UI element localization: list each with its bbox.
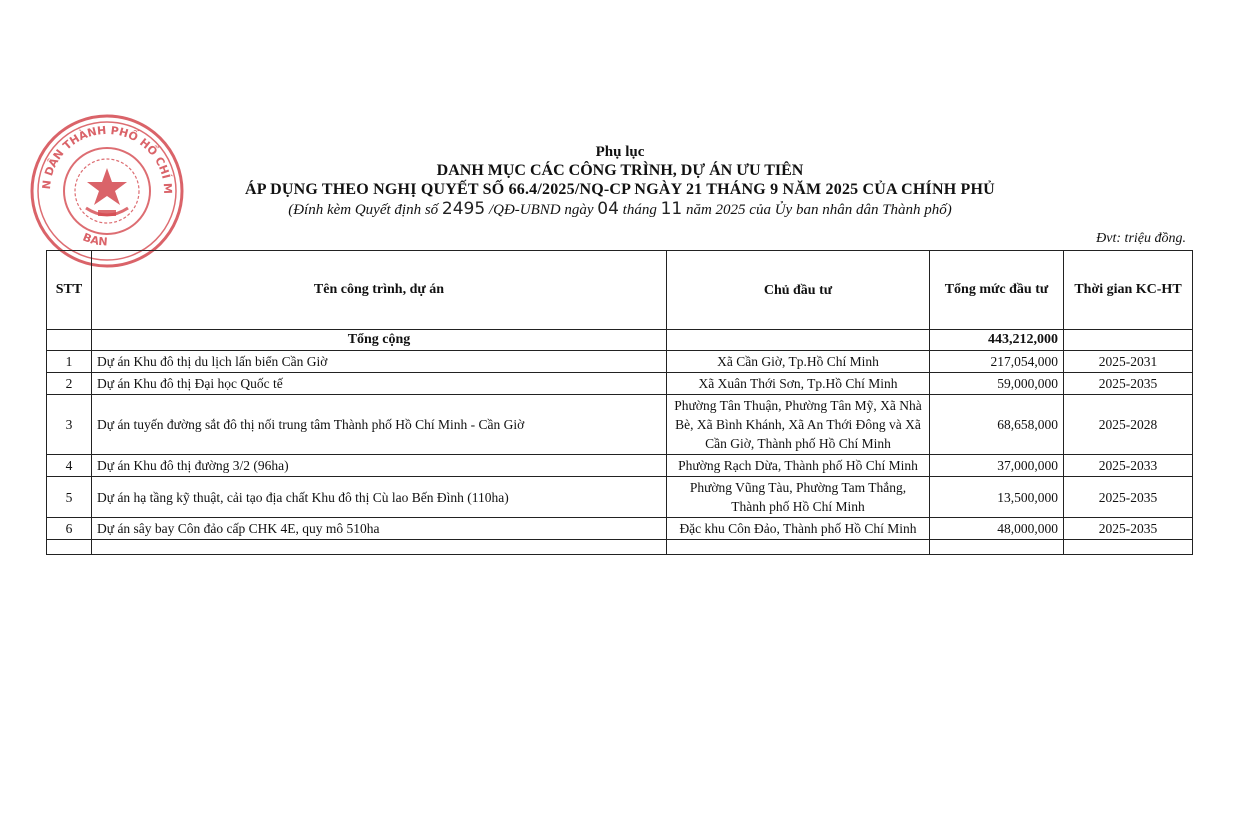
unit-label: Đvt: triệu đồng. — [1096, 231, 1186, 246]
row-time: 2025-2035 — [1064, 477, 1193, 518]
row-owner: Đặc khu Côn Đảo, Thành phố Hồ Chí Minh — [667, 518, 930, 540]
document-title: DANH MỤC CÁC CÔNG TRÌNH, DỰ ÁN ƯU TIÊN — [436, 162, 804, 179]
row-amount: 37,000,000 — [930, 455, 1064, 477]
row-stt: 2 — [47, 373, 92, 395]
row-name: Dự án Khu đô thị đường 3/2 (96ha) — [92, 455, 667, 477]
document-header — [150, 143, 1090, 220]
table-row — [47, 351, 1193, 373]
attach-text-3: tháng — [622, 202, 657, 218]
decision-day: 04 — [597, 199, 619, 219]
total-label: Tổng cộng — [92, 330, 667, 351]
project-table — [46, 250, 1193, 555]
attach-text-2: /QĐ-UBND ngày — [488, 202, 594, 218]
row-name: Dự án Khu đô thị du lịch lấn biển Cần Giờ — [92, 351, 667, 373]
row-time: 2025-2031 — [1064, 351, 1193, 373]
decision-number: 2495 — [441, 199, 486, 219]
attach-text-4: năm 2025 của Ủy ban nhân dân Thành phố) — [685, 202, 952, 218]
row-name: Dự án Khu đô thị Đại học Quốc tế — [92, 373, 667, 395]
row-stt: 5 — [47, 477, 92, 518]
empty-row — [47, 540, 1193, 555]
appendix-label: Phụ lục — [595, 144, 645, 160]
row-stt: 3 — [47, 395, 92, 455]
row-name: Dự án tuyến đường sắt đô thị nối trung tâm Thành phố Hồ Chí Minh - Cần Giờ — [92, 395, 667, 455]
decision-month: 11 — [660, 199, 683, 219]
header-time: Thời gian KC-HT — [1064, 251, 1193, 330]
row-owner: Xã Cần Giờ, Tp.Hồ Chí Minh — [667, 351, 930, 373]
attachment-note — [150, 199, 1090, 220]
total-amount: 443,212,000 — [930, 330, 1064, 351]
row-amount: 217,054,000 — [930, 351, 1064, 373]
row-time: 2025-2035 — [1064, 518, 1193, 540]
table-header-row — [47, 251, 1193, 330]
header-stt: STT — [47, 251, 92, 330]
table-row — [47, 518, 1193, 540]
attach-text-1: (Đính kèm Quyết định số — [288, 202, 439, 218]
table-row — [47, 373, 1193, 395]
header-owner: Chủ đầu tư — [667, 251, 930, 330]
row-stt: 4 — [47, 455, 92, 477]
table-row — [47, 395, 1193, 455]
header-name: Tên công trình, dự án — [92, 251, 667, 330]
document-subtitle: ÁP DỤNG THEO NGHỊ QUYẾT SỐ 66.4/2025/NQ-CP NGÀY 21 THÁNG 9 NĂM 2025 CỦA CHÍNH PHỦ — [245, 181, 995, 198]
row-name: Dự án hạ tầng kỹ thuật, cải tạo địa chất Khu đô thị Cù lao Bến Đình (110ha) — [92, 477, 667, 518]
row-amount: 59,000,000 — [930, 373, 1064, 395]
table-row — [47, 455, 1193, 477]
row-time: 2025-2035 — [1064, 373, 1193, 395]
seal-top-text: N DÂN THÀNH PHỐ HỒ CHÍ M — [39, 123, 175, 195]
row-stt: 6 — [47, 518, 92, 540]
header-amount: Tổng mức đầu tư — [930, 251, 1064, 330]
row-amount: 68,658,000 — [930, 395, 1064, 455]
row-amount: 48,000,000 — [930, 518, 1064, 540]
row-owner: Phường Rạch Dừa, Thành phố Hồ Chí Minh — [667, 455, 930, 477]
row-owner: Xã Xuân Thới Sơn, Tp.Hồ Chí Minh — [667, 373, 930, 395]
row-name: Dự án sây bay Côn đảo cấp CHK 4E, quy mô 510ha — [92, 518, 667, 540]
total-row — [47, 330, 1193, 351]
row-owner: Phường Vũng Tàu, Phường Tam Thắng, Thành phố Hồ Chí Minh — [667, 477, 930, 518]
table-row — [47, 477, 1193, 518]
row-amount: 13,500,000 — [930, 477, 1064, 518]
row-owner: Phường Tân Thuận, Phường Tân Mỹ, Xã Nhà Bè, Xã Bình Khánh, Xã An Thới Đông và Xã Cần Giờ, Thành phố Hồ Chí Minh — [667, 395, 930, 455]
row-time: 2025-2033 — [1064, 455, 1193, 477]
row-stt: 1 — [47, 351, 92, 373]
seal-bottom-text: BAN — [80, 230, 109, 249]
row-time: 2025-2028 — [1064, 395, 1193, 455]
